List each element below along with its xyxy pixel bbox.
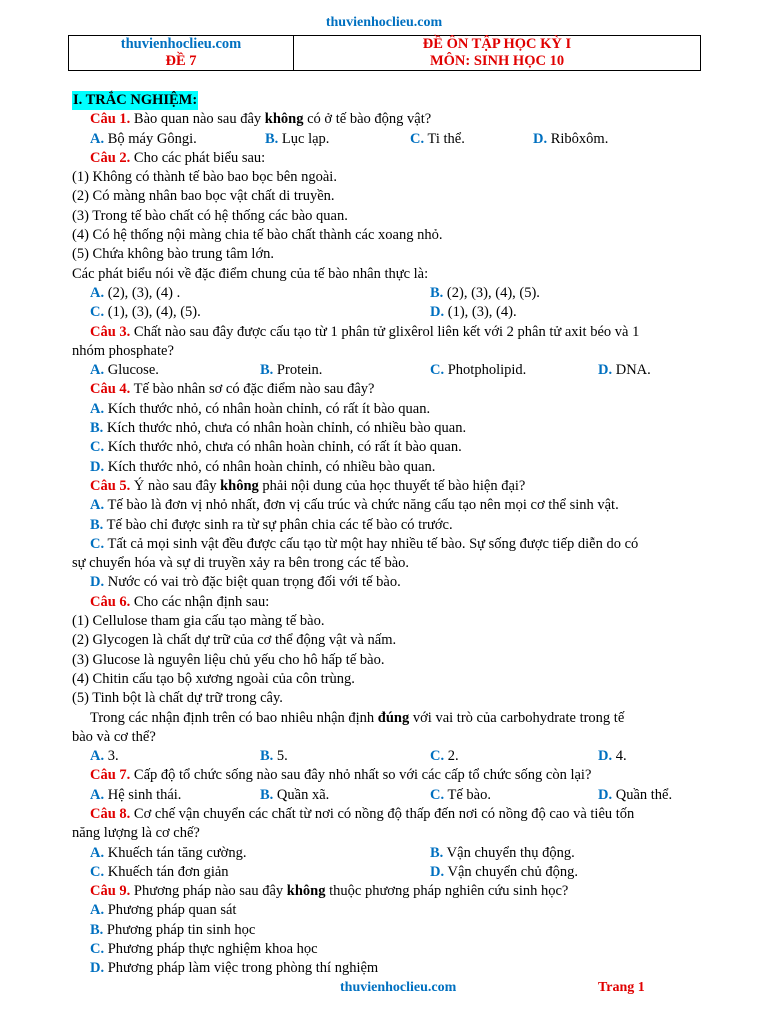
page-number: Trang 1 xyxy=(598,980,645,995)
q4-label: Câu 4. xyxy=(90,381,131,398)
option[interactable]: B. Quần xã. xyxy=(260,786,330,803)
option[interactable]: D. Quần thể. xyxy=(598,786,673,803)
option[interactable]: A. Tế bào là đơn vị nhỏ nhất, đơn vị cấu trúc và chức năng cấu tạo nên mọi cơ thể sinh vật. xyxy=(90,497,619,514)
q5-text: Ý nào sau đây xyxy=(130,477,221,494)
list-item: (4) Có hệ thống nội màng chia tế bào chất thành các xoang nhỏ. xyxy=(72,227,443,244)
question-4 xyxy=(72,380,732,399)
q5-text-end: phải nội dung của học thuyết tế bào hiện đại? xyxy=(258,477,526,494)
option[interactable]: A. Khuếch tán tăng cường. xyxy=(90,844,247,861)
option[interactable]: D. Ribôxôm. xyxy=(533,130,609,147)
q3-text-cont: nhóm phosphate? xyxy=(72,342,174,359)
section-title: I. TRẮC NGHIỆM: xyxy=(72,91,198,110)
q8-options-row1 xyxy=(72,844,732,863)
option[interactable]: D. DNA. xyxy=(598,362,651,379)
list-item: (2) Có màng nhân bao bọc vật chất di truyền. xyxy=(72,188,335,205)
option[interactable]: D. (1), (3), (4). xyxy=(430,304,517,321)
q8-text-cont: năng lượng là cơ chế? xyxy=(72,825,200,842)
q2-options-row1 xyxy=(72,284,732,303)
q8-options-row2 xyxy=(72,863,732,882)
option[interactable]: D. 4. xyxy=(598,748,627,765)
option[interactable]: C. Tất cả mọi sinh vật đều được cấu tạo từ một hay nhiều tế bào. Sự sống được tiếp diễn do có xyxy=(90,535,639,552)
q4-text: Tế bào nhân sơ có đặc điểm nào sau đây? xyxy=(130,381,375,398)
option[interactable]: D. Kích thước nhỏ, có nhân hoàn chỉnh, có nhiều bào quan. xyxy=(90,458,436,475)
list-item: (1) Cellulose tham gia cấu tạo màng tế bào. xyxy=(72,613,325,630)
option[interactable]: C. Khuếch tán đơn giản xyxy=(90,863,229,880)
list-item: (4) Chitin cấu tạo bộ xương ngoài của côn trùng. xyxy=(72,670,355,687)
question-9 xyxy=(72,882,732,901)
option[interactable]: C. (1), (3), (4), (5). xyxy=(90,304,201,321)
question-2 xyxy=(72,149,732,168)
q7-options xyxy=(72,786,732,805)
option[interactable]: B. Tế bào chỉ được sinh ra từ sự phân chia các tế bào có trước. xyxy=(90,516,453,533)
option[interactable]: C. 2. xyxy=(430,748,459,765)
exam-content xyxy=(72,91,732,979)
site-top-link[interactable]: thuvienhoclieu.com xyxy=(325,15,443,30)
option[interactable]: B. Phương pháp tin sinh học xyxy=(90,921,256,938)
option[interactable]: C. Phương pháp thực nghiệm khoa học xyxy=(90,941,318,958)
question-1 xyxy=(72,110,732,129)
header-subject: MÔN: SINH HỌC 10 xyxy=(429,53,565,69)
q2-options-row2 xyxy=(72,303,732,322)
q3-label: Câu 3. xyxy=(90,323,131,340)
exam-header-table xyxy=(68,35,701,71)
q5-label: Câu 5. xyxy=(90,477,131,494)
q2-text: Cho các phát biểu sau: xyxy=(130,149,266,166)
header-left-cell xyxy=(69,36,294,71)
question-8 xyxy=(72,805,732,824)
header-right-cell xyxy=(294,36,701,71)
q8-text: Cơ chế vận chuyển các chất từ nơi có nồng độ thấp đến nơi có nồng độ cao và tiêu tốn xyxy=(130,805,635,822)
header-exam-code: ĐỀ 7 xyxy=(165,53,197,69)
q9-label: Câu 9. xyxy=(90,883,131,900)
list-item: (3) Trong tế bào chất có hệ thống các bào quan. xyxy=(72,207,348,224)
option[interactable]: A. Hệ sinh thái. xyxy=(90,786,182,803)
header-title: ĐỀ ÔN TẬP HỌC KỲ I xyxy=(422,36,572,52)
question-5 xyxy=(72,477,732,496)
list-item: (1) Không có thành tế bào bao bọc bên ngoài. xyxy=(72,169,337,186)
option[interactable]: A. Kích thước nhỏ, có nhân hoàn chỉnh, có rất ít bào quan. xyxy=(90,400,431,417)
q5-bold: không xyxy=(220,477,259,494)
option[interactable]: D. Phương pháp làm việc trong phòng thí nghiệm xyxy=(90,960,379,977)
option[interactable]: A. Bộ máy Gôngi. xyxy=(90,130,197,147)
option[interactable]: B. Protein. xyxy=(260,362,323,379)
q1-bold: không xyxy=(264,111,304,128)
option[interactable]: A. Glucose. xyxy=(90,362,159,379)
option-cont: sự chuyển hóa và sự di truyền xảy ra bên trong các tế bào. xyxy=(72,555,410,572)
option[interactable]: B. 5. xyxy=(260,748,288,765)
q9-text: Phương pháp nào sau đây xyxy=(130,883,287,900)
option[interactable]: D. Nước có vai trò đặc biệt quan trọng đối với tế bào. xyxy=(90,574,401,591)
option[interactable]: A. (2), (3), (4) . xyxy=(90,284,181,301)
option[interactable]: B. Vận chuyển thụ động. xyxy=(430,844,575,861)
option[interactable]: B. Kích thước nhỏ, chưa có nhân hoàn chỉnh, có nhiều bào quan. xyxy=(90,420,467,437)
option[interactable]: B. Lục lạp. xyxy=(265,130,330,147)
q3-text: Chất nào sau đây được cấu tạo từ 1 phân tử glixêrol liên kết với 2 phân tử axit béo và 1 xyxy=(130,323,640,340)
q1-options xyxy=(72,130,732,149)
q9-text-end: thuộc phương pháp nghiên cứu sinh học? xyxy=(325,883,569,900)
option[interactable]: C. Photpholipid. xyxy=(430,362,527,379)
list-item: (5) Tinh bột là chất dự trữ trong cây. xyxy=(72,690,283,707)
q6-ask: Trong các nhận định trên có bao nhiêu nhận định đúng với vai trò của carbohydrate trong tế xyxy=(90,709,625,726)
q9-bold: không xyxy=(286,883,326,900)
option[interactable]: B. (2), (3), (4), (5). xyxy=(430,284,540,301)
q6-label: Câu 6. xyxy=(90,593,131,610)
option[interactable]: C. Tế bào. xyxy=(430,786,491,803)
q1-text-end: có ở tế bào động vật? xyxy=(303,111,432,128)
footer-site-link[interactable]: thuvienhoclieu.com xyxy=(340,980,457,995)
q2-ask: Các phát biểu nói về đặc điểm chung của tế bào nhân thực là: xyxy=(72,265,429,282)
option[interactable]: C. Kích thước nhỏ, chưa có nhân hoàn chỉnh, có rất ít bào quan. xyxy=(90,439,462,456)
option[interactable]: A. Phương pháp quan sát xyxy=(90,902,237,919)
list-item: (5) Chứa không bào trung tâm lớn. xyxy=(72,246,274,263)
question-7 xyxy=(72,766,732,785)
list-item: (2) Glycogen là chất dự trữ của cơ thể động vật và nấm. xyxy=(72,632,397,649)
q7-text: Cấp độ tổ chức sống nào sau đây nhỏ nhất so với các cấp tổ chức sống còn lại? xyxy=(130,767,592,784)
list-item: (3) Glucose là nguyên liệu chủ yếu cho hô hấp tế bào. xyxy=(72,651,385,668)
q6-text: Cho các nhận định sau: xyxy=(130,593,270,610)
option[interactable]: C. Ti thể. xyxy=(410,130,465,147)
q1-text: Bào quan nào sau đây xyxy=(130,111,265,128)
q7-label: Câu 7. xyxy=(90,767,131,784)
q6-options xyxy=(72,747,732,766)
option[interactable]: D. Vận chuyển chủ động. xyxy=(430,863,578,880)
q1-label: Câu 1. xyxy=(90,111,131,128)
question-6 xyxy=(72,593,732,612)
question-3 xyxy=(72,323,732,342)
q8-label: Câu 8. xyxy=(90,805,131,822)
q2-label: Câu 2. xyxy=(90,149,131,166)
q6-ask-cont: bào và cơ thể? xyxy=(72,728,156,745)
header-site[interactable]: thuvienhoclieu.com xyxy=(120,36,242,52)
q3-options xyxy=(72,361,732,380)
option[interactable]: A. 3. xyxy=(90,748,119,765)
